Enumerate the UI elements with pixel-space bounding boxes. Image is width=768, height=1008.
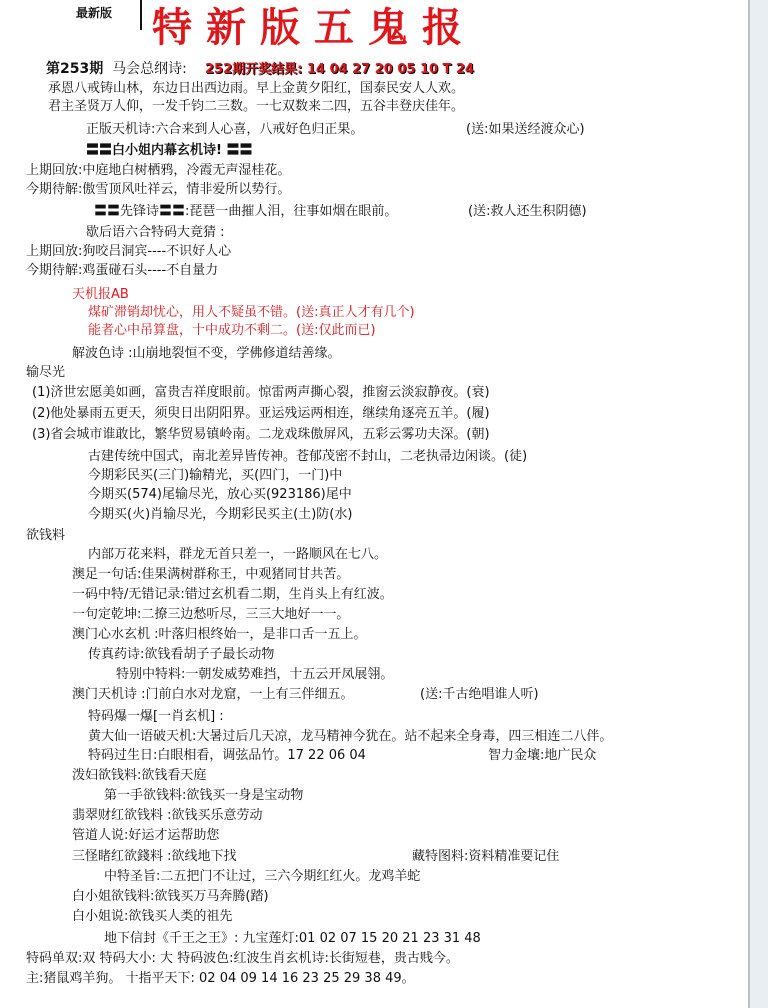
vanguard-poem: 〓〓先锋诗〓〓:琵琶一曲摧人泪，往事如烟在眼前。 [94, 204, 398, 219]
page-title: 特新版五鬼报 [152, 4, 476, 51]
info-line: 黄大仙一语破天机:大暑过后几天凉，龙马精神今犹在。站不起来全身毒，四三相连二八伴。 [88, 729, 613, 744]
tianji-gift: (送:如果送经渡众心) [466, 122, 585, 137]
issue-number-text: 第253期 [46, 61, 104, 77]
info-line: 智力金壤:地广民众 [488, 748, 597, 763]
info-line: 主:猪鼠鸡羊狗。 十指平天下: 02 04 09 14 16 23 25 29 38 49。 [26, 971, 415, 986]
poem-line: 承恩八戒铸山林，东边日出西边雨。早上金黄夕阳红，国泰民安人人欢。 [48, 81, 465, 96]
tianji-ab-line: 煤矿滞销却忧心，用人不疑虽不错。(送:真正人才有几个) [88, 305, 415, 320]
info-line: 三怪睹红欲錢料 :欲线地下找 [72, 849, 237, 864]
info-line: 地下信封《千王之王》: 九宝莲灯:01 02 07 15 20 21 23 31 48 [104, 931, 481, 946]
header-divider [140, 0, 142, 30]
tianji-poem: 正版天机诗:六合来到人心喜，八戒好色归正果。 [86, 122, 364, 137]
info-line: 内部万花来料，群龙无首只差一，一路顺风在七八。 [88, 547, 388, 562]
last-result: 252期开奖结果: 14 04 27 20 05 10 T 24 [205, 62, 475, 77]
issue-number [46, 58, 187, 78]
buy-line: 今期买(火)肖输尽光，今期彩民买主(土)防(水) [88, 507, 353, 522]
xiehouyu-heading: 歇后语六合特码大竟猜 : [86, 225, 225, 240]
verse-line: 古建传统中国式，南北差异皆传神。苍郁茂密不封山，二老执帚边闲谈。(徒) [88, 449, 528, 464]
info-line: 澳门心水玄机 :叶落归根终始一，是非口舌一五上。 [72, 627, 367, 642]
section-want-money: 欲钱料 [26, 528, 66, 543]
bai-xiaojie-heading: 〓〓白小姐内幕玄机诗! 〓〓 [86, 143, 253, 158]
info-gift: (送:千古绝唱谁人听) [420, 687, 539, 702]
info-line: 特码过生日:白眼相看，调弦品竹。17 22 06 04 [88, 748, 366, 763]
info-line: 泼妇欲钱料:欲钱看天庭 [72, 768, 207, 783]
buy-line: 今期彩民买(三门)输精光，买(四门，一门)中 [88, 468, 343, 483]
info-line: 特别中特料:一朝发威势难挡，十五云开凤展翎。 [116, 667, 394, 682]
info-line: 管道人说:好运才运帮助您 [72, 828, 220, 843]
info-line: 翡翠财红欲钱料 :欲钱买乐意劳动 [72, 808, 263, 823]
buy-line: 今期买(574)尾输尽光，放心买(923186)尾中 [88, 487, 352, 502]
tianji-ab-heading: 天机报AB [72, 287, 129, 302]
tianji-ab-line: 能者心中吊算盘，十中成功不剩二。(送:仅此而已) [88, 323, 376, 338]
issue-label: 马会总纲诗: [112, 61, 187, 77]
page-right-edge [748, 0, 768, 1008]
last-review: 上期回放:中庭地白树栖鸦，冷霞无声湿桂花。 [26, 163, 291, 178]
info-line: 白小姐欲钱料:欲钱买万马奔腾(踏) [72, 889, 269, 904]
section-lose-all: 输尽光 [26, 365, 66, 380]
xiehouyu-current: 今期待解:鸡蛋碰石头----不自量力 [26, 263, 219, 278]
info-line: 特码单双:双 特码大小: 大 特码波色:红波生肖玄机诗:长街短巷，贵古贱今。 [26, 951, 459, 966]
info-line: 藏特图料:资料精准要记住 [412, 849, 560, 864]
vanguard-gift: (送:救人还生积阴德) [468, 204, 587, 219]
info-line: 传真药诗:欲钱看胡子子最长动物 [88, 647, 275, 662]
edition-label: 最新版 [76, 6, 113, 20]
info-line: 澳门天机诗 :门前白水对龙窟，一上有三伴细五。 [72, 687, 354, 702]
info-line: 澳足一句话:佳果满树群称王，中观猪同甘共苦。 [72, 567, 350, 582]
numbered-line: (3)省会城市谁敢比，繁华贸易镇岭南。二龙戏珠傲屏风，五彩云雾功夫深。(朝) [32, 427, 490, 442]
xiehouyu-last: 上期回放:狗咬吕洞宾----不识好人心 [26, 244, 232, 259]
poem-line: 君主圣贤万人仰，一发千钧二三数。一七双数来二四，五谷丰登庆佳年。 [48, 99, 465, 114]
info-line: 第一手欲钱料:欲钱买一身是宝动物 [104, 788, 304, 803]
info-line: 中特圣旨:二五把门不让过，三六今期红红火。龙鸡羊蛇 [104, 869, 421, 884]
info-line: 一句定乾坤:二撩三边愁听尽，三三大地好一一。 [72, 607, 350, 622]
info-line: 特码爆一爆[一肖玄机] : [88, 709, 224, 724]
wave-poem: 解波色诗 :山崩地裂恒不变，学佛修道结善缘。 [72, 346, 341, 361]
numbered-line: (2)他处暴雨五更天，须臾日出阴阳界。亚运残运两相连，继续角逐亮五羊。(履) [32, 406, 490, 421]
info-line: 一码中特/无错记录:错过玄机看二期，生肖头上有红波。 [72, 587, 393, 602]
current-puzzle: 今期待解:傲雪顶风吐祥云，情非爱所以势行。 [26, 182, 291, 197]
numbered-line: (1)济世宏愿美如画，富贵吉祥度眼前。惊雷两声撕心裂，推窗云淡寂静夜。(衰) [32, 385, 490, 400]
info-line: 白小姐说:欲钱买人类的祖先 [72, 909, 233, 924]
